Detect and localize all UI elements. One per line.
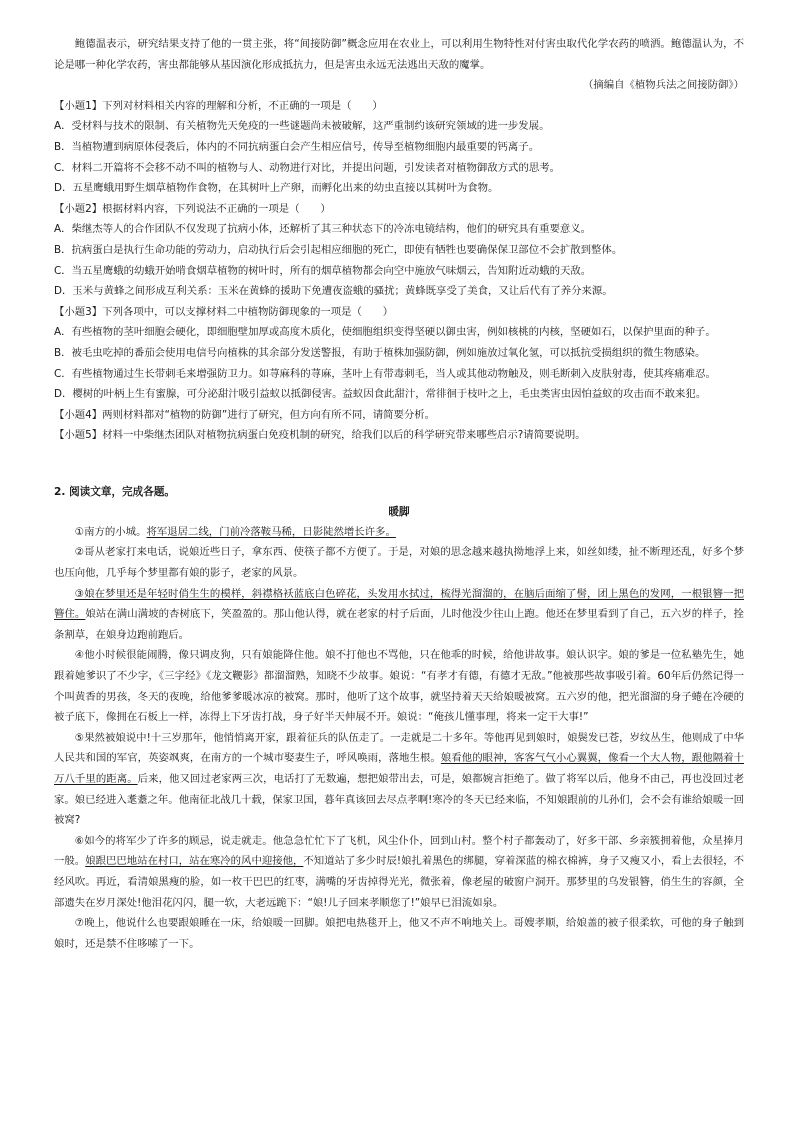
question-1-option-c: C．材料二开篇将不会移不动不叫的植物与人、动物进行对比，并提出问题，引发读者对植物御敌方式的思考。 <box>54 161 561 174</box>
document-page <box>54 34 744 954</box>
question-3-option-a: A．有些植物的茎叶细胞会硬化，即细胞壁加厚或高度木质化，使细胞组织变得坚硬以御虫害，例如核桃的内核，坚硬如石，以保护里面的种子。 <box>54 326 716 339</box>
underlined-sentence: 娘看他的眼神，客客气气小心翼翼，像看一个大人物，跟他隔着十万八千里的距离。 <box>54 752 745 785</box>
article-title: 暖脚 <box>388 505 410 518</box>
question-1-stem: 【小题1】下列对材料相关内容的理解和分析，不正确的一项是（ ） <box>54 99 383 112</box>
question-1-option-b: B．当植物遭到病原体侵袭后，体内的不同抗病蛋白会产生相应信号，传导至植物细胞内最重要的钙离子。 <box>54 140 540 153</box>
paragraph-5-part-a: ⑤果然被娘说中!十三岁那年，他悄悄离开家，跟着征兵的队伍走了。一走就是二十多年。等他再见到娘时，娘鬓发已苍，岁纹丛生，他则成了中华人民共和国的军官，英姿飒爽，在南方的一个城市娶妻生子，呼风唤雨，落地生根。 <box>54 731 744 765</box>
question-3-option-d: D．樱树的叶柄上生有蜜腺，可分泌甜汁吸引益蚁以抵御侵害。益蚁因食此甜汁，常徘徊于枝叶之上，毛虫类害虫因怕益蚁的攻击而不敢来犯。 <box>54 388 707 401</box>
paragraph-1-lead: ①南方的小城。 <box>74 525 147 538</box>
question-3-option-b: B．被毛虫吃掉的番茄会使用电信号向植株的其余部分发送警报，有助于植株加强防御，例如施放过氧化氢，可以抵抗受损组织的微生物感染。 <box>54 346 706 359</box>
article-paragraph-5 <box>54 728 744 831</box>
question-2-option-d: D．玉米与黄蜂之间形成互利关系：玉米在黄蜂的援助下免遭夜盗蛾的骚扰；黄蜂既享受了美食，又让后代有了养分来源。 <box>54 285 613 298</box>
article-paragraph-3 <box>54 584 744 646</box>
article-paragraph-6 <box>54 831 744 913</box>
material-paragraph: 鲍德温表示，研究结果支持了他的一贯主张，将“间接防御”概念应用在农业上，可以利用生物特性对付害虫取代化学农药的喷洒。鲍德温认为，不论是哪一种化学农药，害虫都能够从基因演化形成抵抗力，但是害虫永远无法逃出天敌的魔掌。 <box>54 38 744 71</box>
question-2-option-b: B．抗病蛋白是执行生命功能的劳动力，启动执行后会引起相应细胞的死亡，即使有牺牲也要确保保卫部位不会扩散到整体。 <box>54 243 623 256</box>
question-2-option-c: C．当五星鹰蛾的幼蛾开始啃食烟草植物的树叶时，所有的烟草植物都会向空中施放气味烟云，告知附近动蛾的天敌。 <box>54 264 592 277</box>
question-5-stem: 【小题5】材料一中柴继杰团队对植物抗病蛋白免疫机制的研究，给我们以后的科学研究带来哪些启示?请简要说明。 <box>54 429 586 442</box>
underlined-sentence: ③娘在梦里还是年轻时俏生生的模样，斜襟格袄蓝底白色碎花，头发用水拭过，梳得光溜溜的，在脑后面缩了髻，团上黑色的发网，一根银簪一把簪住。 <box>54 587 744 621</box>
section-heading: 2. 阅读文章，完成各题。 <box>54 485 176 498</box>
question-3-option-c: C．有些植物通过生长带刺毛来增强防卫力。如荨麻科的荨麻，茎叶上有带毒刺毛，当人或其他动物触及，则毛断刺入皮肤射毒，使其疼痛难忍。 <box>54 367 716 380</box>
article-paragraph-7: ⑦晚上，他说什么也要跟娘睡在一床，给娘暖一回脚。娘把电热毯开上，他又不声不响地关上。哥嫂孝顺，给娘盖的被子很柔软，可他的身子触到娘时，还是禁不住哆嗦了一下。 <box>54 917 744 950</box>
paragraph-6-part-b: 不知道站了多少时辰!娘扎着黑色的绑腿，穿着深蓝的棉衣棉裤，身子又瘦又小，看上去很轻，不经风吹。再近，看清娘黑瘦的脸，如一枚干巴巴的红枣，满嘴的牙齿掉得光光，微张着，像老屋的破窗户洞开。那梦里的乌发银簪，俏生生的容颜，全部遗失在岁月深处!他泪花闪闪，腿一软，大老远跪下：“娘!儿子回来孝顺您了!”娘早已泪流如泉。 <box>54 855 745 909</box>
question-2-stem: 【小题2】根据材料内容，下列说法不正确的一项是（ ） <box>54 202 331 215</box>
question-1-option-a: A．受材料与技术的限制、有关植物先天免疫的一些谜题尚未被破解，这严重制约该研究领域的进一步发展。 <box>54 120 550 133</box>
article-paragraph-4: ④他小时候很能闹腾，像只调皮狗，只有娘能降住他。娘不打他也不骂他，只在他乖的时候，给他讲故事。娘认识字。娘的爹是一位私塾先生，她跟着她爹识了不少字，《三字经》《龙文鞭影》都溜溜熟，知晓不少故事。娘说：“有孝才有德，有德才无敌。”他被那些故事吸引着。60年后仍然记得一个叫黄香的男孩，冬天的夜晚，给他爹爹暖冰凉的被窝。那时，他听了这个故事，就坚持着天天给娘暖被窝。五六岁的他，把光溜溜的身子蜷在冷硬的被子底下，像拥在石板上一样，冻得上下牙齿打战，身子好半天伸展不开。娘说：“俺孩儿懂事理，将来一定干大事!” <box>54 649 744 724</box>
paragraph-6-part-a: ⑥如今的将军少了许多的顾忌，说走就走。他急急忙忙下了飞机，风尘仆仆，回到山村。整个村子都轰动了，好多干部、乡亲簇拥着他，众星捧月一般。 <box>54 834 744 868</box>
paragraph-3-rest: 娘站在满山满坡的杏树底下，笑盈盈的。那山他认得，就在老家的村子后面，儿时他没少往山上跑。他还在梦里看到了自己，五六岁的样子，拴条割草，在娘身边跑前跑后。 <box>54 608 745 641</box>
underlined-sentence: 将军退居二线，门前冷落鞍马稀，日影陡然增长许多。 <box>146 525 396 538</box>
source-citation: （摘编自《植物兵法之间接防御》） <box>582 79 744 92</box>
article-paragraph-1 <box>54 522 744 543</box>
question-1-option-d: D．五星鹰蛾用野生烟草植物作食物，在其树叶上产卵，而孵化出来的幼虫直接以其树叶为食物。 <box>54 182 499 195</box>
question-3-stem: 【小题3】下列各项中，可以支撑材料二中植物防御现象的一项是（ ） <box>54 305 394 318</box>
underlined-sentence: 娘跟巴巴地站在村口，站在寒冷的风中迎接他， <box>85 855 304 868</box>
question-4-stem: 【小题4】两则材料都对“植物的防御”进行了研究，但方向有所不同，请简要分析。 <box>54 408 436 421</box>
paragraph-5-part-b: 后来，他又回过老家两三次，电话打了无数遍，想把娘带出去，可是，娘都婉言拒绝了。做了将军以后，他身不由己，再也没回过老家。娘已经进入耄耋之年。他南征北战几十载，保家卫国，暮年真该回去尽点孝啊!寒冷的冬天已经来临，不知娘跟前的儿孙们，会不会有谁给娘暖一回被窝? <box>54 773 745 827</box>
article-paragraph-2: ②哥从老家打来电话，说娘近些日子，拿东西、使筷子都不方便了。于是，对娘的思念越来越执拗地浮上来，如丝如缕，扯不断理还乱，好多个梦也压向他，几乎每个梦里都有娘的影子，老家的风景。 <box>54 546 744 580</box>
question-2-option-a: A．柴继杰等人的合作团队不仅发现了抗病小体，还解析了其三种状态下的冷冻电镜结构，他们的研究具有重要意义。 <box>54 223 592 236</box>
